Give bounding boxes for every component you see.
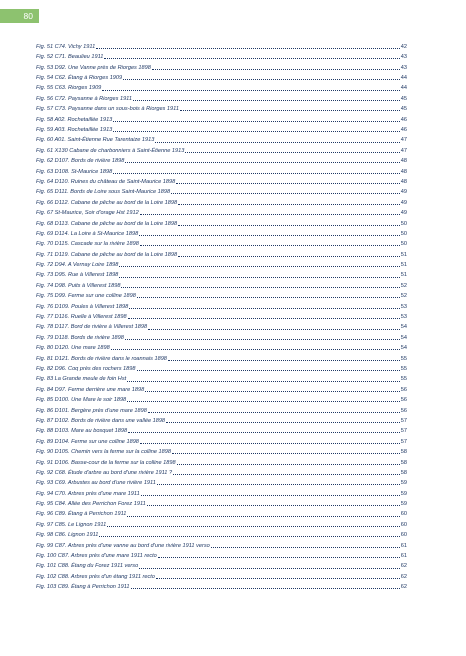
dot-leader (113, 131, 399, 132)
toc-entry-page: 54 (400, 334, 407, 341)
toc-entry-title: Fig. 51 C74. Vichy 1911 (36, 43, 96, 50)
toc-entry[interactable] (36, 560, 407, 570)
toc-entry-page: 52 (400, 293, 407, 300)
dot-leader (125, 339, 400, 340)
toc-entry-title: Fig. 75 D99. Ferme sur une colline 1898 (36, 293, 136, 300)
toc-entry-page: 61 (400, 553, 407, 560)
toc-entry-page: 55 (400, 376, 407, 383)
toc-entry-page: 56 (400, 386, 407, 393)
toc-entry-title: Fig. 72 D94. A Vernay Loire 1898 (36, 262, 119, 269)
toc-entry-page: 51 (400, 272, 407, 279)
toc-entry-title: Fig. 82 D96. Coq près des rochers 1898 (36, 366, 136, 372)
toc-entry[interactable] (36, 134, 407, 144)
toc-entry-page: 51 (400, 262, 407, 269)
dot-leader (131, 588, 400, 589)
toc-entry-title: Fig. 58 A02. Rochetaillée 1913 (36, 116, 113, 123)
toc-entry-page: 62 (400, 573, 407, 580)
toc-entry-page: 49 (400, 210, 407, 217)
toc-entry-title: Fig. 98 C86. Lignon 1911 (36, 532, 99, 539)
toc-entry[interactable] (36, 497, 407, 507)
toc-entry-page: 48 (400, 178, 407, 185)
toc-entry[interactable] (36, 352, 407, 362)
dot-leader (157, 484, 400, 485)
toc-entry[interactable] (36, 362, 407, 372)
toc-entry-title: Fig. 74 D98. Puits à Villerest 1898 (36, 282, 121, 289)
toc-entry-title: Fig. 69 D114. La Loire à St-Maurice 1898 (36, 230, 139, 237)
toc-entry-page: 55 (400, 366, 407, 372)
toc-entry-page: 59 (400, 490, 407, 497)
dot-leader (96, 48, 400, 49)
dot-leader (171, 193, 400, 194)
toc-entry-title: Fig. 90 D105. Chemin vers la ferme sur la colline 1898 (36, 449, 171, 456)
toc-entry-title: Fig. 54 C62. Étang à Riorges 1909 (36, 75, 123, 82)
dot-leader (137, 370, 400, 371)
toc-entry[interactable] (36, 185, 407, 195)
toc-entry[interactable] (36, 321, 407, 331)
dot-leader (148, 412, 400, 413)
dot-leader (178, 204, 400, 205)
toc-entry-title: Fig. 61 X130 Cabane de charbonniers à Saint-Étienne 1913 (36, 147, 185, 154)
toc-entry-page: 56 (400, 407, 407, 414)
toc-entry[interactable] (36, 539, 407, 549)
dot-leader (102, 90, 399, 91)
toc-entry-page: 44 (400, 75, 407, 82)
toc-entry-title: Fig. 99 C87. Arbres près d'une vanne au bord d'une rivière 1911 verso (36, 542, 210, 549)
toc-entry-title: Fig. 93 C69. Arbustes au bord d'une rivière 1911 (36, 480, 156, 487)
toc-entry-page: 43 (400, 64, 407, 71)
toc-entry[interactable] (36, 196, 407, 206)
toc-entry[interactable] (36, 424, 407, 434)
toc-entry-page: 50 (400, 220, 407, 227)
toc-entry[interactable] (36, 466, 407, 476)
toc-entry[interactable] (36, 373, 407, 383)
toc-entry-title: Fig. 62 D107. Bords de rivière 1898 (36, 158, 125, 165)
dot-leader (127, 381, 400, 382)
toc-entry[interactable] (36, 570, 407, 580)
toc-entry[interactable] (36, 50, 407, 60)
toc-entry-page: 57 (400, 438, 407, 445)
dot-leader (158, 557, 400, 558)
toc-entry[interactable] (36, 165, 407, 175)
toc-entry[interactable] (36, 300, 407, 310)
toc-entry-title: Fig. 70 D115. Cascade sur la rivière 1898 (36, 241, 139, 248)
toc-entry-page: 58 (400, 459, 407, 466)
toc-entry[interactable] (36, 404, 407, 414)
toc-entry[interactable] (36, 383, 407, 393)
toc-entry-title: Fig. 59 A03. Rochetaillée 1913 (36, 127, 113, 134)
toc-entry[interactable] (36, 258, 407, 268)
toc-entry-title: Fig. 78 D117. Bord de rivière à Villerest 1898 (36, 324, 148, 331)
toc-entry-page: 43 (400, 54, 407, 61)
toc-entry-page: 53 (400, 314, 407, 321)
dot-leader (119, 277, 399, 278)
toc-entry-title: Fig. 84 D97. Ferme derrière une mare 1898 (36, 386, 145, 393)
toc-entry-page: 45 (400, 106, 407, 113)
toc-entry-page: 57 (400, 428, 407, 435)
toc-entry[interactable] (36, 456, 407, 466)
toc-entry[interactable] (36, 144, 407, 154)
toc-entry-title: Fig. 86 D101. Bergère près d'une mare 1898 (36, 407, 147, 414)
toc-entry-page: 60 (400, 521, 407, 528)
dot-leader (180, 110, 400, 111)
toc-entry-title: Fig. 68 D113. Cabane de pêche au bord de la Loire 1898 (36, 220, 178, 227)
toc-entry-title: Fig. 96 C89. Étang à Perrichon 1911 (36, 511, 127, 518)
toc-entry-title: Fig. 65 D111. Bords de Loire sous Saint-Maurice 1898 (36, 189, 171, 196)
toc-entry-page: 57 (400, 417, 407, 424)
toc-entry-title: Fig. 67 St-Maurice, Soir d'orage Hst 1912 (36, 210, 139, 217)
toc-entry[interactable] (36, 154, 407, 164)
toc-entry-page: 48 (400, 168, 407, 175)
toc-entry-title: Fig. 87 D102. Bords de rivière dans une vallée 1898 (36, 417, 166, 424)
toc-entry[interactable] (36, 206, 407, 216)
toc-entry[interactable] (36, 61, 407, 71)
toc-entry-page: 59 (400, 501, 407, 508)
dot-leader (119, 266, 399, 267)
toc-entry[interactable] (36, 341, 407, 351)
toc-entry-title: Fig. 94 C70. Arbres près d'une mare 1911 (36, 490, 140, 497)
toc-entry-title: Fig. 97 C85. Le Lignon 1911 (36, 521, 107, 528)
toc-entry[interactable] (36, 508, 407, 518)
dot-leader (178, 256, 400, 257)
toc-entry[interactable] (36, 289, 407, 299)
toc-entry[interactable] (36, 102, 407, 112)
toc-entry-page: 58 (400, 449, 407, 456)
dot-leader (156, 578, 400, 579)
dot-leader (113, 173, 400, 174)
dot-leader (176, 183, 400, 184)
toc-entry[interactable] (36, 175, 407, 185)
toc-entry-title: Fig. 64 D110. Ruines du château de Saint-Maurice 1898 (36, 178, 176, 185)
dot-leader (128, 432, 400, 433)
toc-entry-title: Fig. 66 D112. Cabane de pêche au bord de la Loire 1898 (36, 199, 178, 206)
toc-entry[interactable] (36, 414, 407, 424)
toc-entry-title: Fig. 57 C73. Paysanne dans un sous-bois à Riorges 1911 (36, 106, 179, 113)
dot-leader (127, 516, 399, 517)
toc-entry[interactable] (36, 310, 407, 320)
toc-entry[interactable] (36, 393, 407, 403)
toc-entry-title: Fig. 71 D119. Cabane de pêche au bord de la Loire 1898 (36, 251, 178, 258)
toc-entry[interactable] (36, 92, 407, 102)
dot-leader (129, 308, 400, 309)
toc-entry-page: 54 (400, 345, 407, 352)
toc-entry-title: Fig. 81 D121. Bords de rivière dans le roannais 1898 (36, 355, 167, 362)
toc-entry[interactable] (36, 549, 407, 559)
toc-entry[interactable] (36, 580, 407, 590)
toc-entry[interactable] (36, 528, 407, 538)
dot-leader (141, 495, 400, 496)
toc-entry-title: Fig. 73 D95. Rue à Villerest 1898 (36, 272, 119, 279)
dot-leader (121, 287, 399, 288)
dot-leader (147, 505, 400, 506)
dot-leader (137, 297, 400, 298)
toc-entry-title: Fig. 63 D108. St-Maurice 1898 (36, 168, 113, 175)
toc-entry[interactable] (36, 248, 407, 258)
toc-entry-title: Fig. 91 D106. Basse-cour de la ferme sur la colline 1898 (36, 459, 176, 466)
toc-entry[interactable] (36, 71, 407, 81)
dot-leader (140, 214, 400, 215)
toc-entry[interactable] (36, 445, 407, 455)
toc-entry-page: 44 (400, 85, 407, 92)
toc-entry[interactable] (36, 518, 407, 528)
toc-entry-page: 49 (400, 199, 407, 206)
toc-entry-title: Fig. 102 C88. Arbres près d'un étang 1911 recto (36, 573, 155, 580)
toc-entry[interactable] (36, 40, 407, 50)
toc-entry-page: 46 (400, 127, 407, 134)
toc-entry[interactable] (36, 217, 407, 227)
toc-entry[interactable] (36, 82, 407, 92)
toc-entry-title: Fig. 55 C63. Riorges 1909 (36, 85, 102, 92)
toc-entry[interactable] (36, 279, 407, 289)
toc-entry[interactable] (36, 269, 407, 279)
toc-entry-page: 61 (400, 542, 407, 549)
toc-entry-title: Fig. 53 D92. Une Vanne près de Riorges 1898 (36, 64, 151, 71)
toc-entry-page: 55 (400, 355, 407, 362)
toc-entry-page: 53 (400, 303, 407, 310)
toc-entry-page: 52 (400, 282, 407, 289)
page-number-badge: 80 (0, 9, 39, 23)
toc-entry-page: 51 (400, 251, 407, 258)
toc-entry[interactable] (36, 123, 407, 133)
toc-entry-page: 59 (400, 480, 407, 487)
toc-entry-title: Fig. 103 C89. Étang à Perrichon 1911 (36, 584, 130, 591)
dot-leader (107, 526, 400, 527)
toc-entry-page: 48 (400, 158, 407, 165)
toc-entry-page: 50 (400, 230, 407, 237)
toc-entry-title: Fig. 85 D100. Une Mare le soir 1898 (36, 397, 127, 404)
dot-leader (99, 536, 399, 537)
toc-entry-page: 50 (400, 241, 407, 248)
dot-leader (125, 162, 399, 163)
toc-entry-title: Fig. 89 D104. Ferme sur une colline 1898 (36, 438, 139, 445)
dot-leader (145, 391, 400, 392)
dot-leader (155, 142, 399, 143)
toc-entry-title: Fig. 100 C87. Arbres près d'une mare 1911 recto (36, 553, 157, 560)
toc-entry-title: Fig. 79 D118. Bords de rivière 1898 (36, 334, 124, 341)
toc-entry-page: 47 (400, 147, 407, 154)
toc-entry-title: Fig. 80 D120. Une mare 1898 (36, 345, 110, 352)
toc-entry-title: Fig. 95 C84. Allée des Perrichon Forez 1911 (36, 501, 146, 508)
toc-entry[interactable] (36, 435, 407, 445)
toc-entry-page: 56 (400, 397, 407, 404)
toc-entry[interactable] (36, 487, 407, 497)
dot-leader (113, 121, 399, 122)
dot-leader (140, 245, 400, 246)
dot-leader (152, 69, 400, 70)
toc-entry-page: 60 (400, 532, 407, 539)
toc-entry-page: 62 (400, 584, 407, 591)
toc-entry-title: Fig. 77 D116. Ruelle à Villerest 1898 (36, 314, 127, 321)
toc-entry[interactable] (36, 331, 407, 341)
dot-leader (127, 401, 400, 402)
toc-entry-page: 46 (400, 116, 407, 123)
toc-entry-title: Fig. 101 C88. Étang du Forez 1911 verso (36, 563, 139, 570)
dot-leader (211, 547, 400, 548)
dot-leader (185, 152, 399, 153)
dot-leader (172, 453, 400, 454)
dot-leader (178, 225, 400, 226)
dot-leader (166, 422, 400, 423)
dot-leader (140, 443, 400, 444)
toc-entry-title: Fig. 52 C71. Beaulieu 1911 (36, 54, 104, 61)
dot-leader (139, 568, 400, 569)
table-of-figures (36, 40, 407, 591)
toc-entry-page: 42 (400, 43, 407, 50)
dot-leader (168, 360, 400, 361)
dot-leader (148, 329, 400, 330)
toc-entry-title: Fig. 92 C68. Étude d'arbre au bord d'une rivière 1911 ? (36, 469, 173, 476)
toc-entry-title: Fig. 88 D103. Mare au bosquet 1898 (36, 428, 128, 435)
toc-entry-title: Fig. 76 D109. Poules à Villerest 1898 (36, 303, 129, 310)
toc-entry-title: Fig. 60 A01. Saint-Étienne Rue Tarentaize 1913 (36, 137, 155, 144)
dot-leader (111, 349, 400, 350)
dot-leader (133, 100, 400, 101)
toc-entry-page: 60 (400, 511, 407, 518)
toc-entry-title: Fig. 56 C72. Paysanne à Riorges 1911 (36, 95, 132, 102)
toc-entry[interactable] (36, 237, 407, 247)
dot-leader (139, 235, 400, 236)
dot-leader (104, 58, 399, 59)
toc-entry-page: 49 (400, 189, 407, 196)
toc-entry[interactable] (36, 227, 407, 237)
dot-leader (173, 474, 400, 475)
toc-entry[interactable] (36, 113, 407, 123)
toc-entry-page: 54 (400, 324, 407, 331)
toc-entry[interactable] (36, 476, 407, 486)
toc-entry-page: 45 (400, 95, 407, 102)
dot-leader (123, 79, 400, 80)
dot-leader (128, 318, 400, 319)
toc-entry-page: 58 (400, 469, 407, 476)
toc-entry-page: 47 (400, 137, 407, 144)
toc-entry-title: Fig. 83 La Grande meule de foin Hst (36, 376, 127, 383)
dot-leader (177, 464, 400, 465)
toc-entry-page: 62 (400, 563, 407, 570)
